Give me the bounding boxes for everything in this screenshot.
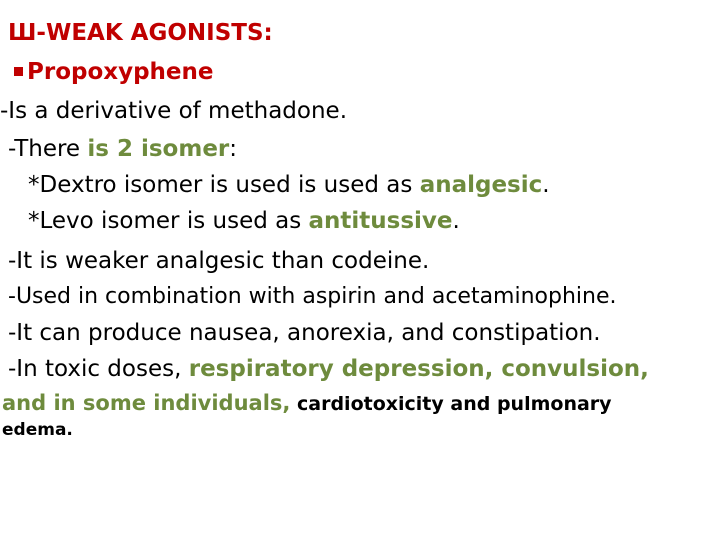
- line-dextro-highlight: analgesic: [419, 172, 543, 198]
- square-bullet-icon: [14, 67, 23, 76]
- line-side-effects: -It can produce nausea, anorexia, and constipation.: [8, 320, 601, 346]
- line-levo: [28, 210, 460, 233]
- line-combination: -Used in combination with aspirin and acetaminophine.: [8, 284, 617, 309]
- line-isomers-pre: -There: [8, 136, 88, 162]
- line-individuals-highlight: and in some individuals,: [2, 391, 291, 415]
- line-isomers: [8, 138, 237, 161]
- drug-title: [14, 61, 214, 84]
- line-levo-pre: *Levo isomer is used as: [28, 208, 309, 234]
- slide-heading: Ш-WEAK AGONISTS:: [8, 20, 273, 46]
- line-levo-highlight: antitussive: [308, 208, 453, 234]
- line-derivative: -Is a derivative of methadone.: [0, 98, 347, 124]
- line-edema: edema.: [2, 420, 73, 440]
- line-dextro-post: .: [542, 172, 550, 198]
- line-dextro-pre: *Dextro isomer is used is used as: [28, 172, 420, 198]
- line-toxic: [8, 358, 649, 381]
- line-dextro: [28, 174, 550, 197]
- line-individuals: [2, 393, 612, 414]
- drug-name: Propoxyphene: [27, 59, 214, 85]
- line-toxic-pre: -In toxic doses,: [8, 356, 189, 382]
- line-individuals-post: cardiotoxicity and pulmonary: [290, 393, 612, 415]
- line-levo-post: .: [452, 208, 460, 234]
- line-codeine: -It is weaker analgesic than codeine.: [8, 248, 430, 274]
- line-isomers-highlight: is 2 isomer: [87, 136, 230, 162]
- line-toxic-highlight: respiratory depression, convulsion,: [188, 356, 649, 382]
- line-isomers-post: :: [229, 136, 238, 162]
